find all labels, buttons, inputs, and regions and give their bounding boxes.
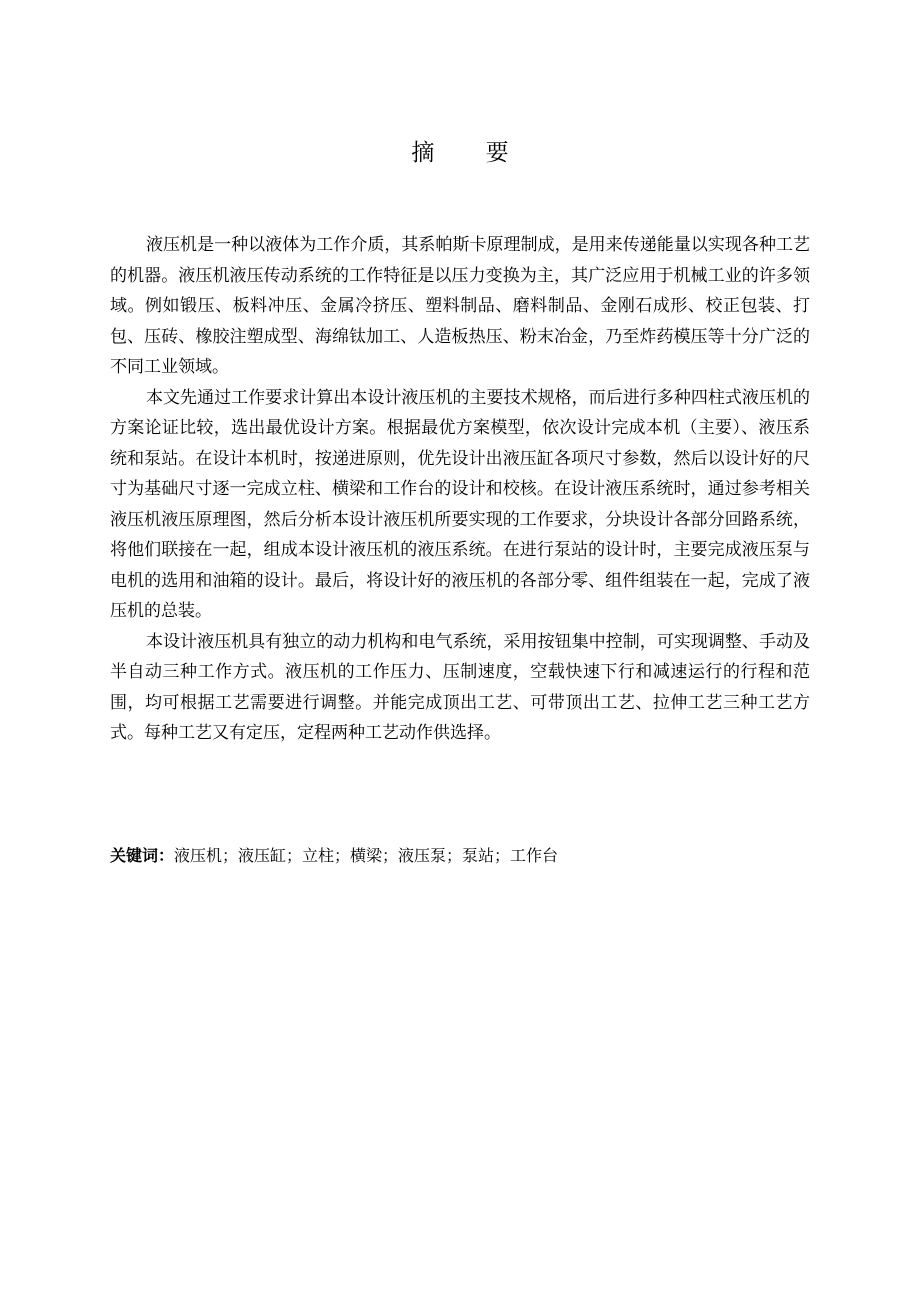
abstract-paragraph-2: 本文先通过工作要求计算出本设计液压机的主要技术规格，而后进行多种四柱式液压机的方案论证比较，选出最优设计方案。根据最优方案模型，依次设计完成本机（主要）、液压系统和泵站。在设计本机时，按递进原则，优先设计出液压缸各项尺寸参数，然后以设计好的尺寸为基础尺寸逐一完成立柱、横梁和工作台的设计和校核。在设计液压系统时，通过参考相关液压机液压原理图，然后分析本设计液压机所要实现的工作要求，分块设计各部分回路系统，将他们联接在一起，组成本设计液压机的液压系统。在进行泵站的设计时，主要完成液压泵与电机的选用和油箱的设计。最后，将设计好的液压机的各部分零、组件组装在一起，完成了液压机的总装。 xyxy=(110,387,810,621)
keywords-text: 液压机；液压缸；立柱；横梁；液压泵；泵站；工作台 xyxy=(174,846,559,865)
abstract-body xyxy=(110,230,810,749)
abstract-paragraph-1: 液压机是一种以液体为工作介质，其系帕斯卡原理制成，是用来传递能量以实现各种工艺的机器。液压机液压传动系统的工作特征是以压力变换为主，其广泛应用于机械工业的许多领域。例如锻压、板料冲压、金属冷挤压、塑料制品、磨料制品、金刚石成形、校正包装、打包、压砖、橡胶注塑成型、海绵钛加工、人造板热压、粉末冶金，乃至炸药模压等十分广泛的不同工业领域。 xyxy=(110,235,810,377)
abstract-paragraph-3: 本设计液压机具有独立的动力机构和电气系统，采用按钮集中控制，可实现调整、手动及半自动三种工作方式。液压机的工作压力、压制速度，空载快速下行和减速运行的行程和范围，均可根据工艺需要进行调整。并能完成顶出工艺、可带顶出工艺、拉伸工艺三种工艺方式。每种工艺又有定压，定程两种工艺动作供选择。 xyxy=(110,631,810,743)
keywords-label: 关键词： xyxy=(110,846,175,865)
page-title: 摘 要 xyxy=(411,140,531,166)
keywords-line xyxy=(110,842,558,870)
